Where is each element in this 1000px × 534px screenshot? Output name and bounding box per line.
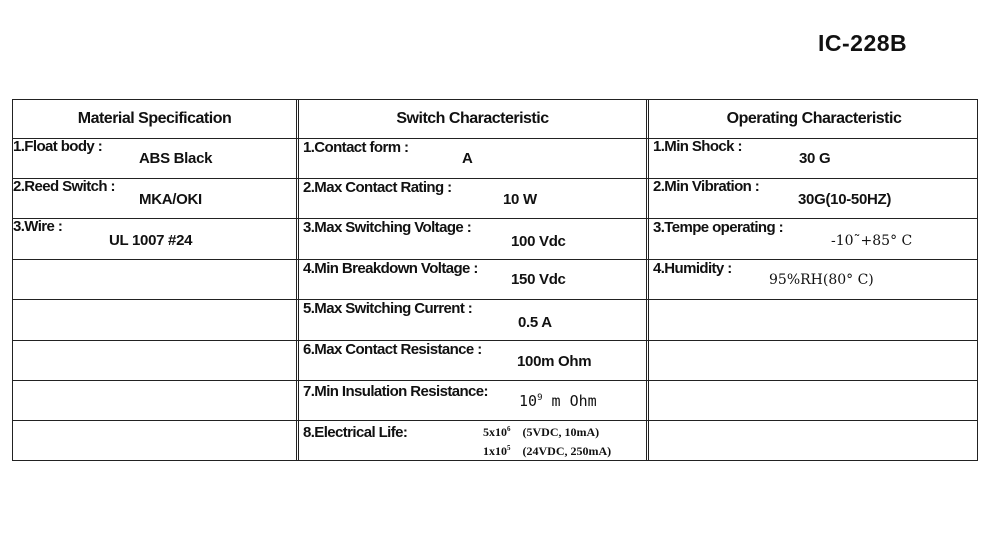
row-divider <box>13 340 977 341</box>
contact-form-value: A <box>462 150 473 167</box>
row-divider <box>13 259 977 260</box>
electrical-life-label: 8.Electrical Life: <box>303 424 408 441</box>
max-switching-current-value: 0.5 A <box>518 314 552 331</box>
column-divider <box>296 100 299 460</box>
min-insulation-resistance-value: $10^9$ m Ohm <box>519 392 597 410</box>
column-divider <box>646 100 649 460</box>
specification-table <box>12 99 978 461</box>
temp-operating-value: -10˜+85° C <box>831 233 913 249</box>
electrical-life-values <box>483 421 611 459</box>
max-switching-voltage-value: 100 Vdc <box>511 233 566 250</box>
max-switching-voltage-label: 3.Max Switching Voltage : <box>303 219 472 236</box>
min-shock-label: 1.Min Shock : <box>653 138 742 155</box>
max-contact-rating-label: 2.Max Contact Rating : <box>303 179 452 196</box>
float-body-label: 1.Float body : <box>13 138 103 155</box>
humidity-value: 95%RH(80° C) <box>769 272 874 288</box>
electrical-life-row: $5x10^6$ (5VDC, 10mA) <box>483 425 600 439</box>
reed-switch-value: MKA/OKI <box>139 191 202 208</box>
header-operating-characteristic: Operating Characteristic <box>726 110 902 127</box>
min-vibration-value: 30G(10-50HZ) <box>798 191 892 208</box>
wire-value: UL 1007 #24 <box>109 232 193 249</box>
max-switching-current-label: 5.Max Switching Current : <box>303 300 473 317</box>
header-switch-characteristic: Switch Characteristic <box>396 110 549 127</box>
min-shock-value: 30 G <box>799 150 831 167</box>
min-breakdown-voltage-value: 150 Vdc <box>511 271 566 288</box>
temp-operating-label: 3.Tempe operating : <box>653 219 784 236</box>
min-insulation-resistance-label: 7.Min Insulation Resistance: <box>303 383 488 400</box>
float-body-value: ABS Black <box>139 150 213 167</box>
row-divider <box>13 138 977 139</box>
row-divider <box>13 218 977 219</box>
electrical-life-row: $1x10^5$ (24VDC, 250mA) <box>483 444 612 458</box>
min-vibration-label: 2.Min Vibration : <box>653 178 760 195</box>
row-divider <box>13 299 977 300</box>
row-divider <box>13 178 977 179</box>
humidity-label: 4.Humidity : <box>653 260 732 277</box>
contact-form-label: 1.Contact form : <box>303 139 409 156</box>
max-contact-resistance-value: 100m Ohm <box>517 353 592 370</box>
max-contact-resistance-label: 6.Max Contact Resistance : <box>303 341 482 358</box>
model-title: IC-228B <box>818 30 908 56</box>
max-contact-rating-value: 10 W <box>503 191 537 208</box>
header-material-specification: Material Specification <box>77 110 232 127</box>
wire-label: 3.Wire : <box>13 218 63 235</box>
min-breakdown-voltage-label: 4.Min Breakdown Voltage : <box>303 260 478 277</box>
row-divider <box>13 380 977 381</box>
reed-switch-label: 2.Reed Switch : <box>13 178 115 195</box>
